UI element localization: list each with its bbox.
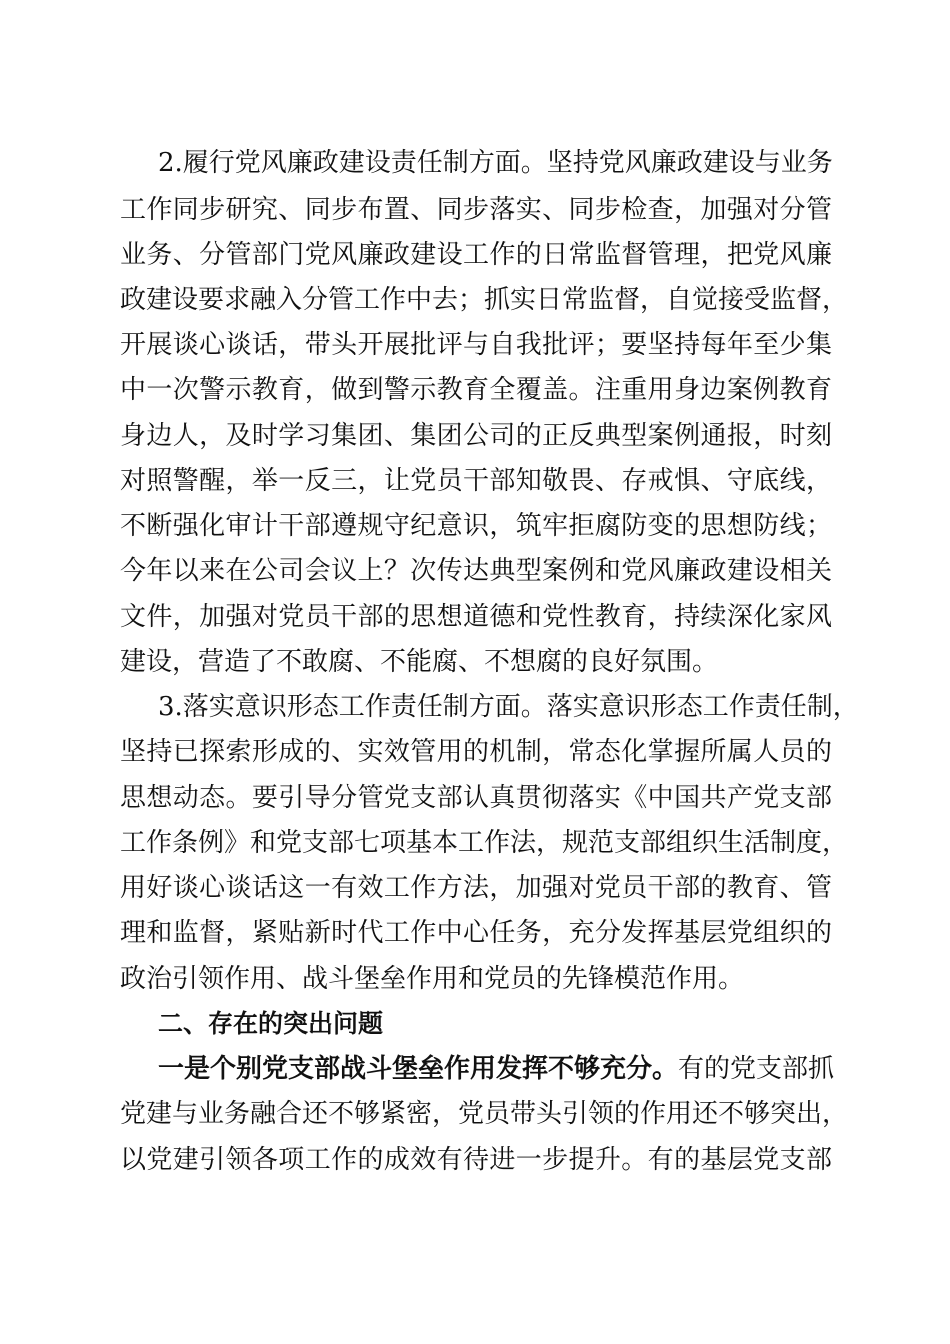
problem-paragraph-line: 党建与业务融合还不够紧密，党员带头引领的作用还不够突出， [120,1099,849,1129]
problem-paragraph-line: 以党建引领各项工作的成效有待进一步提升。有的基层党支部 [120,1145,832,1175]
paragraph-2-line: 对照警醒，举一反三，让党员干部知敬畏、存戒惧、守底线， [120,466,832,496]
paragraph-2-line: 工作同步研究、同步布置、同步落实、同步检查，加强对分管 [120,195,832,225]
paragraph-2-line: 中一次警示教育，做到警示教育全覆盖。注重用身边案例教育 [120,375,832,405]
paragraph-3-line: 理和监督，紧贴新时代工作中心任务，充分发挥基层党组织的 [120,918,832,948]
paragraph-3-line: 3.落实意识形态工作责任制方面。落实意识形态工作责任制， [158,692,859,722]
paragraph-3-line: 政治引领作用、战斗堡垒作用和党员的先锋模范作用。 [120,964,745,994]
paragraph-2-line: 不断强化审计干部遵规守纪意识，筑牢拒腐防变的思想防线； [120,511,832,541]
paragraph-2-line: 文件，加强对党员干部的思想道德和党性教育，持续深化家风 [120,602,832,632]
paragraph-2-line: 身边人，及时学习集团、集团公司的正反典型案例通报，时刻 [120,421,832,451]
paragraph-3-line: 用好谈心谈话这一有效工作方法，加强对党员干部的教育、管 [120,873,832,903]
paragraph-3-line: 思想动态。要引导分管党支部认真贯彻落实《中国共产党支部 [120,783,832,813]
paragraph-2-line: 今年以来在公司会议上？次传达典型案例和党风廉政建设相关 [120,556,832,586]
paragraph-2-line: 开展谈心谈话，带头开展批评与自我批评；要坚持每年至少集 [120,330,832,360]
section-heading: 二、存在的突出问题 [158,1009,384,1038]
problem-paragraph-line [158,1049,835,1089]
problem-lead: 一是个别党支部战斗堡垒作用发挥不够充分。 [158,1054,679,1084]
paragraph-3-line: 坚持已探索形成的、实效管用的机制，常态化掌握所属人员的 [120,737,832,767]
paragraph-2-line: 2.履行党风廉政建设责任制方面。坚持党风廉政建设与业务 [158,148,833,178]
paragraph-2-line: 政建设要求融入分管工作中去；抓实日常监督，自觉接受监督， [120,285,849,315]
problem-lead-continuation: 有的党支部抓 [678,1054,835,1084]
paragraph-2-line: 业务、分管部门党风廉政建设工作的日常监督管理，把党风廉 [120,240,832,270]
paragraph-2-line: 建设，营造了不敢腐、不能腐、不想腐的良好氛围。 [120,647,719,677]
paragraph-3-line: 工作条例》和党支部七项基本工作法，规范支部组织生活制度， [120,828,849,858]
